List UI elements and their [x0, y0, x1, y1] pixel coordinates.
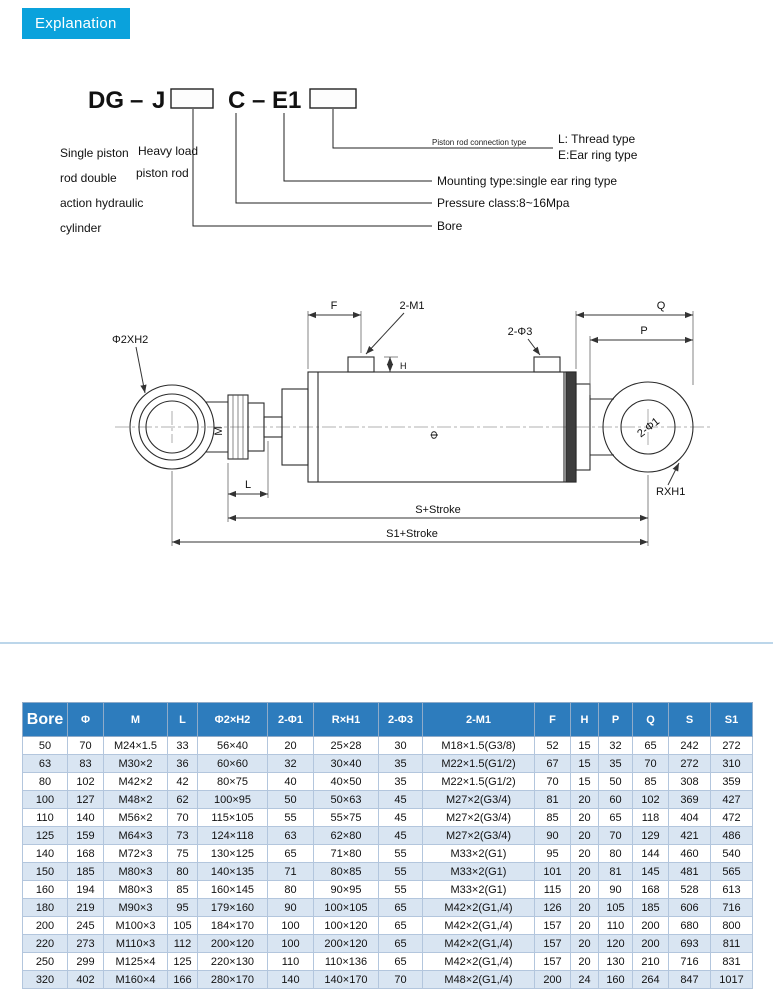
spec-cell: 45 — [379, 809, 423, 827]
spec-cell: 220 — [23, 935, 68, 953]
dim-label-phi2xh2: Φ2XH2 — [112, 334, 149, 346]
dim-label-q: Q — [656, 300, 666, 312]
spec-cell: 85 — [535, 809, 571, 827]
spec-cell: M33×2(G1) — [423, 845, 535, 863]
spec-cell: M42×2(G1,/4) — [423, 953, 535, 971]
spec-cell: M22×1.5(G1/2) — [423, 773, 535, 791]
column-header-7: 2-Φ3 — [379, 703, 423, 737]
column-header-2: M — [104, 703, 168, 737]
spec-cell: 831 — [711, 953, 753, 971]
spec-table-header-row — [23, 703, 753, 737]
callout-line-bore — [193, 109, 432, 226]
spec-cell: 200 — [535, 971, 571, 989]
spec-cell: 40 — [268, 773, 314, 791]
spec-cell: 40×50 — [314, 773, 379, 791]
column-header-13: S — [669, 703, 711, 737]
spec-cell: 20 — [571, 791, 599, 809]
spec-row-63 — [23, 755, 753, 773]
spec-cell: 35 — [599, 755, 633, 773]
spec-cell: 95 — [168, 899, 198, 917]
model-code-diagram — [0, 75, 773, 265]
bore-label: Bore — [437, 219, 463, 233]
spec-cell: 85 — [633, 773, 669, 791]
spec-row-140 — [23, 845, 753, 863]
spec-cell: 20 — [571, 863, 599, 881]
spec-cell: 100×95 — [198, 791, 268, 809]
spec-cell: 127 — [68, 791, 104, 809]
spec-cell: 15 — [571, 737, 599, 755]
spec-cell: 565 — [711, 863, 753, 881]
bore-code-box — [171, 89, 213, 108]
spec-cell: 20 — [571, 917, 599, 935]
spec-cell: 20 — [268, 737, 314, 755]
spec-cell: 90 — [535, 827, 571, 845]
rod-connection-option-thread: L: Thread type — [558, 132, 636, 146]
spec-row-80 — [23, 773, 753, 791]
spec-cell: 124×118 — [198, 827, 268, 845]
spec-cell: 85 — [168, 881, 198, 899]
spec-cell: 486 — [711, 827, 753, 845]
spec-cell: 65 — [379, 935, 423, 953]
spec-cell: 80 — [599, 845, 633, 863]
spec-cell: 55 — [379, 863, 423, 881]
spec-cell: 15 — [571, 773, 599, 791]
cylinder-outline — [130, 357, 693, 482]
spec-cell: 272 — [669, 755, 711, 773]
spec-cell: 33 — [168, 737, 198, 755]
spec-cell: 250 — [23, 953, 68, 971]
spec-cell: 36 — [168, 755, 198, 773]
spec-cell: 110 — [23, 809, 68, 827]
dim-label-2phi3: 2-Φ3 — [507, 326, 533, 338]
spec-cell: 118 — [633, 809, 669, 827]
column-header-1: Φ — [68, 703, 104, 737]
spec-cell: 160 — [23, 881, 68, 899]
spec-cell: 65 — [268, 845, 314, 863]
spec-cell: 50×63 — [314, 791, 379, 809]
spec-cell: M48×2 — [104, 791, 168, 809]
spec-cell: 75 — [168, 845, 198, 863]
spec-cell: 157 — [535, 935, 571, 953]
column-header-3: L — [168, 703, 198, 737]
dg-description-line-3: action hydraulic — [60, 196, 144, 210]
spec-cell: M42×2(G1,/4) — [423, 935, 535, 953]
spec-cell: 65 — [379, 917, 423, 935]
spec-row-125 — [23, 827, 753, 845]
spec-cell: M56×2 — [104, 809, 168, 827]
spec-cell: 30 — [379, 737, 423, 755]
spec-cell: 299 — [68, 953, 104, 971]
explanation-badge: Explanation — [22, 8, 130, 39]
dim-label-m: M — [213, 426, 225, 436]
spec-cell: 264 — [633, 971, 669, 989]
spec-cell: 800 — [711, 917, 753, 935]
spec-cell: 273 — [68, 935, 104, 953]
spec-cell: 20 — [571, 881, 599, 899]
dim-label-l: L — [244, 479, 252, 491]
spec-cell: 63 — [268, 827, 314, 845]
spec-cell: 20 — [571, 953, 599, 971]
spec-cell: 102 — [633, 791, 669, 809]
spec-cell: 105 — [168, 917, 198, 935]
spec-cell: 130×125 — [198, 845, 268, 863]
spec-row-250 — [23, 953, 753, 971]
spec-cell: 62 — [168, 791, 198, 809]
spec-cell: 24 — [571, 971, 599, 989]
spec-cell: 115 — [535, 881, 571, 899]
spec-cell: 65 — [379, 953, 423, 971]
code-separator-2: – — [252, 87, 266, 114]
spec-cell: 144 — [633, 845, 669, 863]
spec-row-160 — [23, 881, 753, 899]
spec-cell: 185 — [633, 899, 669, 917]
spec-cell: 359 — [711, 773, 753, 791]
spec-cell: 125 — [23, 827, 68, 845]
spec-cell: 200 — [633, 917, 669, 935]
spec-table-head — [23, 703, 753, 737]
spec-cell: 200×120 — [198, 935, 268, 953]
spec-cell: 194 — [68, 881, 104, 899]
spec-cell: 179×160 — [198, 899, 268, 917]
spec-cell: 100 — [268, 935, 314, 953]
dim-label-f: F — [330, 300, 338, 312]
spec-cell: M80×3 — [104, 881, 168, 899]
spec-cell: M90×3 — [104, 899, 168, 917]
spec-cell: 81 — [599, 863, 633, 881]
spec-cell: 157 — [535, 917, 571, 935]
port-left — [348, 357, 374, 372]
spec-cell: 65 — [633, 737, 669, 755]
spec-cell: M72×3 — [104, 845, 168, 863]
spec-cell: 811 — [711, 935, 753, 953]
spec-cell: 159 — [68, 827, 104, 845]
spec-cell: 716 — [711, 899, 753, 917]
spec-table — [22, 702, 753, 989]
spec-cell: 200 — [23, 917, 68, 935]
spec-cell: 140×170 — [314, 971, 379, 989]
spec-cell: 55 — [379, 845, 423, 863]
dim-label-phi: Φ — [429, 430, 441, 440]
spec-cell: 157 — [535, 953, 571, 971]
spec-cell: 20 — [571, 845, 599, 863]
spec-cell: 120 — [599, 935, 633, 953]
spec-cell: M160×4 — [104, 971, 168, 989]
spec-cell: 272 — [711, 737, 753, 755]
spec-cell: 45 — [379, 827, 423, 845]
spec-cell: M110×3 — [104, 935, 168, 953]
spec-cell: 160×145 — [198, 881, 268, 899]
spec-cell: 129 — [633, 827, 669, 845]
spec-cell: 90 — [268, 899, 314, 917]
spec-cell: 45 — [379, 791, 423, 809]
spec-cell: 140 — [68, 809, 104, 827]
spec-cell: 220×130 — [198, 953, 268, 971]
spec-cell: 60 — [599, 791, 633, 809]
spec-cell: 110×136 — [314, 953, 379, 971]
dg-description — [60, 146, 143, 235]
column-header-14: S1 — [711, 703, 753, 737]
spec-cell: M42×2(G1,/4) — [423, 917, 535, 935]
spec-cell: 180 — [23, 899, 68, 917]
spec-cell: 83 — [68, 755, 104, 773]
spec-cell: 25×28 — [314, 737, 379, 755]
spec-cell: 90×95 — [314, 881, 379, 899]
column-header-9: F — [535, 703, 571, 737]
spec-cell: 56×40 — [198, 737, 268, 755]
dim-label-2m1: 2-M1 — [399, 300, 425, 312]
port-right — [534, 357, 560, 372]
j-description-line-2: piston rod — [136, 166, 189, 180]
code-part-dg: DG — [88, 87, 124, 114]
spec-cell: 110 — [268, 953, 314, 971]
spec-cell: 847 — [669, 971, 711, 989]
spec-cell: 130 — [599, 953, 633, 971]
column-header-10: H — [571, 703, 599, 737]
spec-row-50 — [23, 737, 753, 755]
spec-row-180 — [23, 899, 753, 917]
spec-cell: 145 — [633, 863, 669, 881]
section-divider — [0, 642, 773, 644]
spec-cell: 63 — [23, 755, 68, 773]
dg-description-line-1: Single piston — [60, 146, 129, 160]
spec-cell: 35 — [379, 773, 423, 791]
code-part-j: J — [152, 87, 166, 114]
spec-cell: 693 — [669, 935, 711, 953]
rod-connection-caption: Piston rod connection type — [432, 138, 527, 147]
spec-cell: 90 — [599, 881, 633, 899]
spec-cell: M33×2(G1) — [423, 881, 535, 899]
column-header-bore: Bore — [23, 703, 68, 737]
spec-row-220 — [23, 935, 753, 953]
spec-cell: 71 — [268, 863, 314, 881]
dg-description-line-2: rod double — [60, 171, 117, 185]
code-part-e1: E1 — [272, 87, 302, 114]
spec-cell: 70 — [379, 971, 423, 989]
spec-cell: M42×2 — [104, 773, 168, 791]
spec-cell: 60×60 — [198, 755, 268, 773]
column-header-4: Φ2×H2 — [198, 703, 268, 737]
spec-cell: 20 — [571, 827, 599, 845]
model-code — [88, 87, 356, 114]
connection-code-box — [310, 89, 356, 108]
spec-cell: 50 — [268, 791, 314, 809]
spec-cell: 70 — [168, 809, 198, 827]
spec-cell: M64×3 — [104, 827, 168, 845]
spec-cell: M27×2(G3/4) — [423, 827, 535, 845]
spec-cell: 50 — [599, 773, 633, 791]
spec-cell: 80 — [268, 881, 314, 899]
pressure-class-label: Pressure class:8~16Mpa — [437, 196, 570, 210]
spec-cell: 402 — [68, 971, 104, 989]
spec-cell: 140×135 — [198, 863, 268, 881]
spec-cell: 32 — [268, 755, 314, 773]
spec-cell: 52 — [535, 737, 571, 755]
spec-table-body — [23, 737, 753, 989]
spec-cell: 101 — [535, 863, 571, 881]
spec-cell: 20 — [571, 809, 599, 827]
dg-description-line-4: cylinder — [60, 221, 102, 235]
dimensions — [112, 300, 693, 546]
dim-label-p: P — [640, 325, 648, 337]
spec-cell: 166 — [168, 971, 198, 989]
spec-cell: 62×80 — [314, 827, 379, 845]
end-cap-band — [566, 372, 576, 482]
spec-cell: M18×1.5(G3/8) — [423, 737, 535, 755]
spec-cell: 606 — [669, 899, 711, 917]
spec-cell: 67 — [535, 755, 571, 773]
cylinder-drawing — [60, 285, 760, 585]
callout-line-mounting — [284, 113, 432, 181]
spec-cell: 110 — [599, 917, 633, 935]
spec-cell: 32 — [599, 737, 633, 755]
spec-cell: 308 — [669, 773, 711, 791]
spec-cell: 404 — [669, 809, 711, 827]
column-header-6: R×H1 — [314, 703, 379, 737]
spec-cell: 35 — [379, 755, 423, 773]
spec-cell: 219 — [68, 899, 104, 917]
spec-row-150 — [23, 863, 753, 881]
spec-row-320 — [23, 971, 753, 989]
rod-connection-option-ear: E:Ear ring type — [558, 148, 638, 162]
spec-cell: 168 — [633, 881, 669, 899]
spec-row-100 — [23, 791, 753, 809]
spec-cell: 100×105 — [314, 899, 379, 917]
dim-label-2phi1: 2-Φ1 — [635, 415, 663, 441]
dim-label-h: H — [400, 361, 407, 371]
spec-cell: 73 — [168, 827, 198, 845]
spec-cell: M24×1.5 — [104, 737, 168, 755]
spec-cell: 15 — [571, 755, 599, 773]
spec-cell: 20 — [571, 935, 599, 953]
j-description — [136, 144, 198, 180]
spec-cell: 100 — [23, 791, 68, 809]
dim-label-s-stroke: S+Stroke — [415, 504, 461, 516]
spec-cell: 55 — [268, 809, 314, 827]
spec-cell: 55×75 — [314, 809, 379, 827]
dim-label-s1-stroke: S1+Stroke — [386, 528, 438, 540]
dim-label-rxh1: RXH1 — [656, 486, 686, 498]
spec-cell: 481 — [669, 863, 711, 881]
spec-cell: 200 — [633, 935, 669, 953]
spec-row-200 — [23, 917, 753, 935]
spec-cell: 81 — [535, 791, 571, 809]
spec-cell: 540 — [711, 845, 753, 863]
spec-cell: M125×4 — [104, 953, 168, 971]
spec-cell: 185 — [68, 863, 104, 881]
spec-cell: 71×80 — [314, 845, 379, 863]
spec-cell: 1017 — [711, 971, 753, 989]
spec-cell: 95 — [535, 845, 571, 863]
spec-cell: 100 — [268, 917, 314, 935]
spec-cell: M22×1.5(G1/2) — [423, 755, 535, 773]
spec-cell: 210 — [633, 953, 669, 971]
spec-cell: 528 — [669, 881, 711, 899]
spec-cell: M42×2(G1,/4) — [423, 899, 535, 917]
spec-cell: 70 — [68, 737, 104, 755]
spec-cell: M100×3 — [104, 917, 168, 935]
spec-cell: 70 — [599, 827, 633, 845]
column-header-11: P — [599, 703, 633, 737]
spec-cell: 168 — [68, 845, 104, 863]
column-header-12: Q — [633, 703, 669, 737]
spec-cell: 30×40 — [314, 755, 379, 773]
spec-cell: 70 — [535, 773, 571, 791]
column-header-5: 2-Φ1 — [268, 703, 314, 737]
spec-cell: 150 — [23, 863, 68, 881]
mounting-type-label: Mounting type:single ear ring type — [437, 174, 618, 188]
spec-cell: 80 — [168, 863, 198, 881]
spec-cell: 200×120 — [314, 935, 379, 953]
spec-cell: 80×75 — [198, 773, 268, 791]
spec-cell: 613 — [711, 881, 753, 899]
spec-cell: 115×105 — [198, 809, 268, 827]
spec-cell: 421 — [669, 827, 711, 845]
spec-cell: 125 — [168, 953, 198, 971]
spec-row-110 — [23, 809, 753, 827]
spec-cell: 369 — [669, 791, 711, 809]
spec-cell: 80 — [23, 773, 68, 791]
spec-cell: 242 — [669, 737, 711, 755]
code-part-c: C — [228, 87, 246, 114]
spec-cell: M27×2(G3/4) — [423, 809, 535, 827]
spec-cell: 55 — [379, 881, 423, 899]
spec-cell: M27×2(G3/4) — [423, 791, 535, 809]
spec-cell: 100×120 — [314, 917, 379, 935]
code-separator-1: – — [130, 87, 144, 114]
spec-cell: 310 — [711, 755, 753, 773]
spec-cell: 80×85 — [314, 863, 379, 881]
spec-cell: 184×170 — [198, 917, 268, 935]
spec-cell: 65 — [379, 899, 423, 917]
spec-cell: 65 — [599, 809, 633, 827]
spec-cell: 112 — [168, 935, 198, 953]
spec-cell: 680 — [669, 917, 711, 935]
spec-cell: M48×2(G1,/4) — [423, 971, 535, 989]
spec-cell: 105 — [599, 899, 633, 917]
spec-cell: 460 — [669, 845, 711, 863]
spec-cell: 427 — [711, 791, 753, 809]
callout-line-pressure — [236, 113, 432, 203]
spec-cell: M33×2(G1) — [423, 863, 535, 881]
spec-cell: M30×2 — [104, 755, 168, 773]
j-description-line-1: Heavy load — [138, 144, 199, 158]
spec-cell: 102 — [68, 773, 104, 791]
spec-cell: 245 — [68, 917, 104, 935]
spec-cell: 42 — [168, 773, 198, 791]
spec-cell: 20 — [571, 899, 599, 917]
column-header-8: 2-M1 — [423, 703, 535, 737]
spec-cell: 716 — [669, 953, 711, 971]
spec-cell: 140 — [268, 971, 314, 989]
spec-cell: 140 — [23, 845, 68, 863]
spec-cell: 280×170 — [198, 971, 268, 989]
spec-cell: 320 — [23, 971, 68, 989]
spec-cell: 472 — [711, 809, 753, 827]
spec-cell: M80×3 — [104, 863, 168, 881]
spec-cell: 126 — [535, 899, 571, 917]
spec-cell: 50 — [23, 737, 68, 755]
spec-cell: 70 — [633, 755, 669, 773]
spec-cell: 160 — [599, 971, 633, 989]
